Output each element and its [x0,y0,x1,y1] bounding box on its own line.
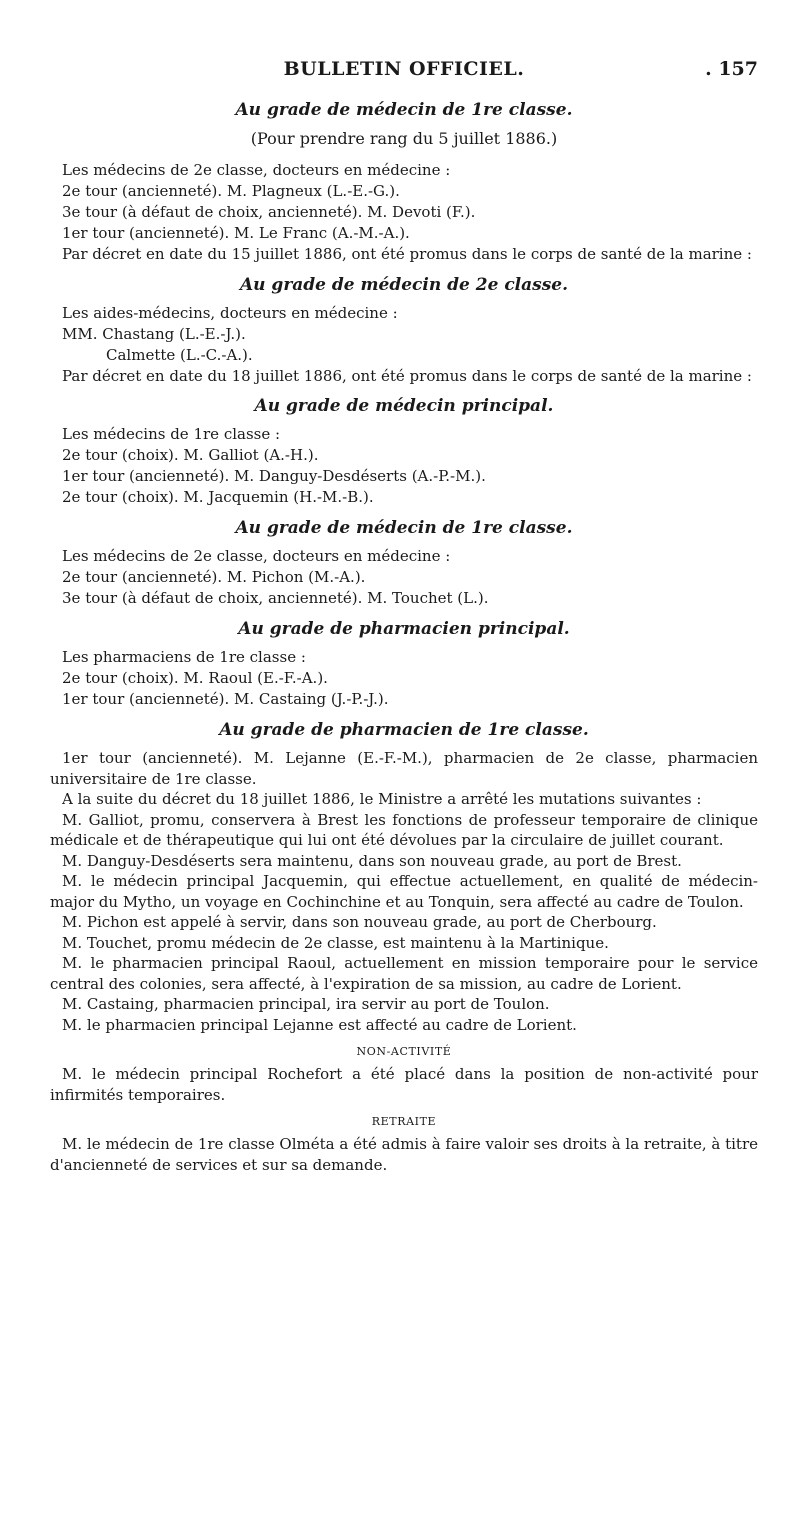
section-heading: NON-ACTIVITÉ [356,1045,452,1058]
section-title: Au grade de médecin de 2e classe. [239,274,569,295]
text-line: 2e tour (choix). M. Raoul (E.-F.-A.). [62,669,328,687]
page-header [50,58,758,98]
text-line: 1er tour (ancienneté). M. Castaing (J.-P.-J.). [62,690,389,708]
section-pharmacien-principal [50,617,758,710]
text-line: Calmette (L.-C.-A.). [106,345,253,364]
text-line: Les médecins de 2e classe, docteurs en médecine : [62,547,451,565]
section-title: Au grade de médecin de 1re classe. [235,100,573,120]
section-heading: RETRAITE [371,1115,437,1128]
text-paragraph: M. Touchet, promu médecin de 2e classe, est maintenu à la Martinique. [62,933,609,952]
text-paragraph: M. Danguy-Desdéserts sera maintenu, dans son nouveau grade, au port de Brest. [62,851,682,870]
text-paragraph: M. le médecin de 1re classe Olméta a été admis à faire valoir ses droits à la retraite, à titre d'ancienneté de services et sur sa demande. [50,1135,758,1174]
text-paragraph: M. le médecin principal Rochefort a été placé dans la position de non-activité pour infirmités temporaires. [50,1065,758,1104]
text-line: Les médecins de 1re classe : [62,425,281,443]
section-subtitle: (Pour prendre rang du 5 juillet 1886.) [250,129,558,148]
section-title: Au grade de médecin principal. [254,396,554,416]
section-retraite [50,1115,758,1175]
text-line: 2e tour (ancienneté). M. Pichon (M.-A.). [62,568,366,586]
text-paragraph: 1er tour (ancienneté). M. Lejanne (E.-F.-M.), pharmacien de 2e classe, pharmacien universitaire de 1re classe. [50,749,758,788]
section-medecin-principal [50,394,758,508]
section-title: Au grade de pharmacien de 1re classe. [219,720,589,740]
section-medecin-2e-classe [50,273,758,387]
section-title: Au grade de pharmacien principal. [238,619,570,639]
running-title: BULLETIN OFFICIEL. [283,58,525,80]
decree-paragraph: Par décret en date du 18 juillet 1886, ont été promus dans le corps de santé de la marine : [62,366,752,385]
text-line: 3e tour (à défaut de choix, ancienneté). M. Touchet (L.). [62,589,489,607]
text-line: Les aides-médecins, docteurs en médecine : [62,303,398,322]
section-medecin-1re-classe [50,98,758,265]
text-line: 1er tour (ancienneté). M. Danguy-Desdéserts (A.-P.-M.). [62,467,486,485]
text-paragraph: M. Galliot, promu, conservera à Brest les fonctions de professeur temporaire de clinique médicale et de thérapeutique qui lui ont été dévolues par la circulaire de juillet courant. [50,810,758,849]
text-paragraph: A la suite du décret du 18 juillet 1886, le Ministre a arrêté les mutations suivantes : [62,790,702,808]
text-paragraph: M. Castaing, pharmacien principal, ira servir au port de Toulon. [62,995,550,1013]
section-pharmacien-1re-classe [50,718,758,1035]
text-line: 1er tour (ancienneté). M. Le Franc (A.-M.-A.). [62,224,410,242]
decree-paragraph: Par décret en date du 15 juillet 1886, ont été promus dans le corps de santé de la marine : [62,245,752,263]
page-number: . 157 [705,58,758,80]
text-paragraph: M. le pharmacien principal Lejanne est affecté au cadre de Lorient. [62,1015,577,1034]
text-line: Les pharmaciens de 1re classe : [62,648,306,666]
text-paragraph: M. le médecin principal Jacquemin, qui effectue actuellement, en qualité de médecin-major du Mytho, un voyage en Cochinchine et au Tonquin, sera affecté au cadre de Toulon. [50,872,758,911]
text-paragraph: M. le pharmacien principal Raoul, actuellement en mission temporaire pour le service central des colonies, sera affecté, à l'expiration de sa mission, au cadre de Lorient. [50,954,758,993]
text-paragraph: M. Pichon est appelé à servir, dans son nouveau grade, au port de Cherbourg. [62,913,657,931]
text-line: 3e tour (à défaut de choix, ancienneté). M. Devoti (F.). [62,203,476,221]
section-title: Au grade de médecin de 1re classe. [235,518,573,538]
text-line: Les médecins de 2e classe, docteurs en médecine : [62,161,451,179]
text-line: 2e tour (choix). M. Jacquemin (H.-M.-B.). [62,488,374,506]
text-line: MM. Chastang (L.-E.-J.). [62,324,246,343]
text-line: 2e tour (ancienneté). M. Plagneux (L.-E.-G.). [62,182,400,200]
section-medecin-1re-classe-2 [50,516,758,609]
document-page [0,58,800,1529]
text-line: 2e tour (choix). M. Galliot (A.-H.). [62,446,319,464]
section-non-activite [50,1045,758,1105]
